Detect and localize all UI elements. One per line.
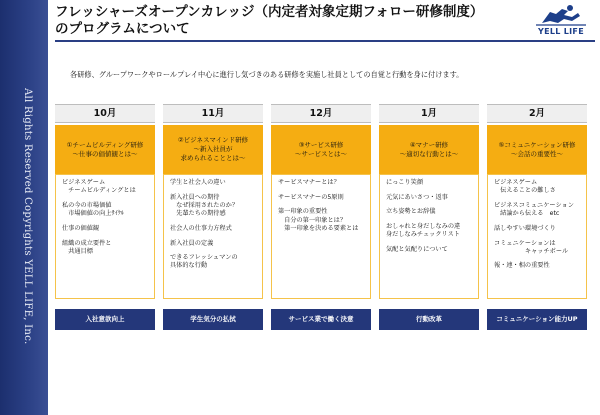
outcome-bar: サービス業で働く決意	[271, 309, 371, 330]
content-item: にっこり笑顔	[386, 179, 424, 186]
outcome-bar: 入社意欲向上	[55, 309, 155, 330]
content-item: 元気にあいさつ・返事	[386, 193, 448, 201]
content-item: 第一印象の重要性 自分の第一印象とは？ 第一印象を決める要素とは	[278, 208, 359, 232]
content-item: できるフレッシュマンの 具体的な行動	[170, 254, 238, 270]
month-header: 11月	[163, 104, 263, 123]
content-item: コミュニケーションは キャッチボール	[494, 239, 569, 255]
outcome-bar: コミュニケーション能力UP	[487, 309, 587, 330]
content-item: サービスマナーとは？	[278, 179, 340, 186]
copyright-vertical-text: All Rights Reserved Copyrights YELL LIFE, Inc.	[22, 88, 33, 345]
month-header: 2月	[487, 104, 587, 123]
theme-line: ④マナー研修	[409, 140, 449, 149]
content-item: 仕事の価値観	[62, 224, 100, 232]
intro-text: 各研修、グループワークやロールプレイ中心に進行し気づきのある研修を実施し社員としての自覚と行動を身に付けます。	[70, 70, 464, 79]
content-item: 私の今の市場価値 市場価値の向上ｻｲｸﾙ	[62, 201, 124, 218]
theme-line: ～会話の重要性～	[511, 149, 563, 158]
theme-line: ①チームビルディング研修	[66, 140, 144, 149]
content-item: 組織の成立要件と 共通目標	[62, 239, 112, 255]
content-item: ビジネスゲーム チームビルディングとは	[62, 179, 136, 195]
content-item: サービスマナーの5原則	[278, 193, 344, 201]
outcome-bar: 行動改革	[379, 309, 479, 330]
content-item: 話しやすい環境づくり	[494, 224, 556, 232]
theme-line: ～仕事の価値観とは～	[72, 149, 138, 158]
month-header: 12月	[271, 104, 371, 123]
page-title	[55, 4, 525, 38]
month-header: 10月	[55, 104, 155, 123]
theme-line: ～サービスとは～	[295, 149, 347, 158]
theme-line: ～新入社員が	[193, 145, 233, 153]
training-content	[163, 174, 263, 299]
content-item: ビジネスゲーム 伝えることの難しさ	[494, 179, 556, 195]
training-theme	[163, 125, 263, 174]
month-header: 1月	[379, 104, 479, 123]
running-figure-icon	[528, 3, 594, 29]
training-theme	[379, 125, 479, 174]
yell-life-logo	[528, 3, 594, 39]
training-content	[487, 174, 587, 299]
content-item: ビジネスコミュニケーション 結論から伝える etc	[494, 201, 574, 218]
theme-line: ③サービス研修	[298, 140, 344, 149]
training-theme	[487, 125, 587, 174]
training-theme	[271, 125, 371, 174]
theme-line: ～適切な行動とは～	[399, 149, 459, 158]
content-item: 社会人の仕事力方程式	[170, 224, 232, 232]
content-item: おしゃれと身だしなみの違 身だしなみチェックリスト	[386, 223, 461, 239]
title-divider	[55, 40, 595, 42]
training-content	[271, 174, 371, 299]
content-item: 学生と社会人の違い	[170, 179, 226, 186]
training-theme	[55, 125, 155, 174]
sidebar	[0, 0, 48, 415]
content-item: 新入社員への期待 なぜ採用されたのか？ 先輩たちの期待感	[170, 193, 239, 218]
training-content	[379, 174, 479, 299]
content-item: 報・連・相の重要性	[494, 262, 550, 270]
title-line-2: のプログラムについて	[55, 21, 190, 37]
theme-line: ⑤コミュニケーション研修	[498, 140, 576, 149]
content-item: 新入社員の定義	[170, 239, 214, 247]
logo-text: YELL LIFE	[538, 27, 584, 36]
content-item: 気配と気配りについて	[386, 246, 448, 254]
outcome-bar: 学生気分の払拭	[163, 309, 263, 330]
theme-line: ②ビジネスマインド研修	[177, 136, 249, 144]
title-line-1: フレッシャーズオープンカレッジ（内定者対象定期フォロー研修制度）	[55, 4, 484, 20]
training-content	[55, 174, 155, 299]
theme-line: 求められることとは～	[180, 154, 246, 162]
content-item: 立ち姿勢とお辞儀	[386, 208, 436, 216]
